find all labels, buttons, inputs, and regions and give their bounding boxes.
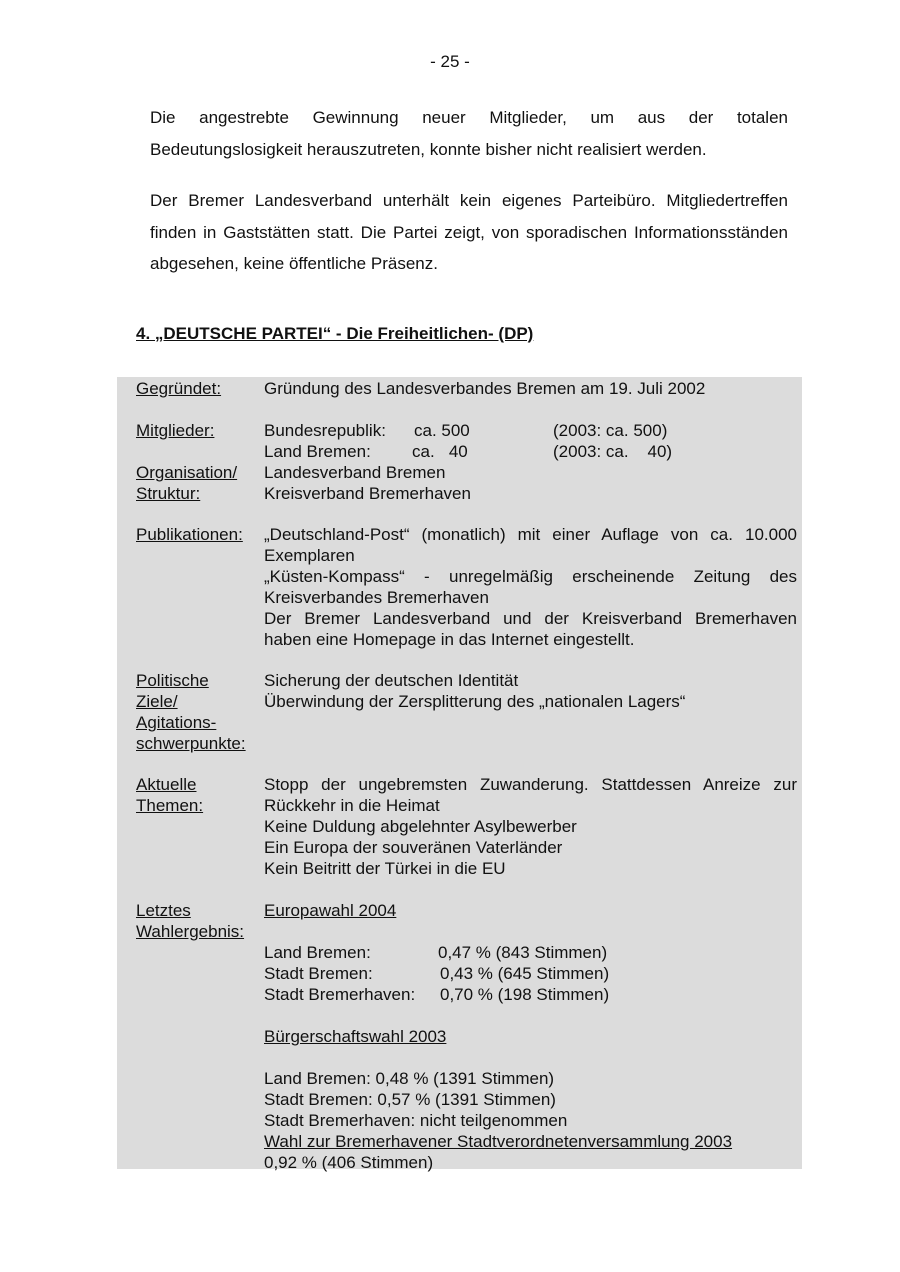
europawahl-row [264,942,797,963]
mitglieder-row [264,441,797,462]
region-result: 0,47 % (843 Stimmen) [438,943,608,962]
buergerschaftswahl-title: Bürgerschaftswahl 2003 [264,1027,447,1046]
publication-item: „Küsten-Kompass“ - unregelmäßig erscheinende Zeitung des Kreisverbandes Bremerhaven [264,567,797,607]
buergerschaft-result: Stadt Bremen: 0,57 % (1391 Stimmen) [264,1090,556,1109]
region-name: Land Bremen: [264,943,371,962]
region-name: Stadt Bremerhaven: [264,985,416,1004]
spacer [264,1005,797,1026]
label-line: Letztes [136,901,191,920]
spacer [264,921,797,942]
mitglieder-prev: (2003: ca. 40) [553,442,673,461]
label-line: Politische [136,671,209,690]
organisation-line: Landesverband Bremen [264,463,446,482]
mitglieder-row [264,420,797,441]
label-line: Organisation/ [136,463,238,482]
europawahl-row [264,984,797,1005]
label-ziele [136,670,258,754]
buergerschaft-result: Land Bremen: 0,48 % (1391 Stimmen) [264,1069,555,1088]
stadtverordneten-result: 0,92 % (406 Stimmen) [264,1153,434,1172]
section-heading: 4. „DEUTSCHE PARTEI“ - Die Freiheitlichen- (DP) [136,324,534,343]
mitglieder-name: Land Bremen: [264,442,371,461]
label-line: Aktuelle [136,775,197,794]
paragraph-office: Der Bremer Landesverband unterhält kein eigenes Parteibüro. Mitgliedertreffen finden in Gaststätten statt. Die Partei zeigt, von sporadischen Informationsständen abgesehen, keine öffentliche Präsenz. [150,191,788,273]
region-result: 0,70 % (198 Stimmen) [440,985,610,1004]
value-publikationen [264,524,797,650]
thema-item: Ein Europa der souveränen Vaterländer [264,838,563,857]
mitglieder-count: ca. 500 [414,421,470,440]
ziel-item: Überwindung der Zersplitterung des „nationalen Lagers“ [264,692,686,711]
value-organisation [264,462,797,504]
mitglieder-count: ca. 40 [412,442,468,461]
label-wahlergebnis [136,900,258,942]
ziel-item: Sicherung der deutschen Identität [264,671,519,690]
publication-item: Der Bremer Landesverband und der Kreisverband Bremerhaven haben eine Homepage in das Internet eingestellt. [264,609,797,649]
mitglieder-name: Bundesrepublik: [264,421,386,440]
label-line: Agitations- [136,713,217,732]
thema-item: Kein Beitritt der Türkei in die EU [264,859,506,878]
thema-item: Keine Duldung abgelehnter Asylbewerber [264,817,577,836]
mitglieder-prev: (2003: ca. 500) [553,421,668,440]
label-gegruendet: Gegründet: [136,379,222,398]
organisation-line: Kreisverband Bremerhaven [264,484,471,503]
label-line: Wahlergebnis: [136,922,245,941]
europawahl-row [264,963,797,984]
label-line: Ziele/ [136,692,178,711]
region-result: 0,43 % (645 Stimmen) [440,964,610,983]
label-line: Struktur: [136,484,201,503]
label-themen [136,774,258,816]
label-line: Themen: [136,796,204,815]
publication-item: „Deutschland-Post“ (monatlich) mit einer Auflage von ca. 10.000 Exemplaren [264,525,797,565]
label-line: schwerpunkte: [136,734,246,753]
value-gegruendet: Gründung des Landesverbandes Bremen am 19. Juli 2002 [264,379,706,398]
stadtverordneten-title: Wahl zur Bremerhavener Stadtverordnetenversammlung 2003 [264,1132,733,1151]
thema-item: Stopp der ungebremsten Zuwanderung. Stattdessen Anreize zur Rückkehr in die Heimat [264,775,797,815]
value-themen [264,774,797,879]
label-mitglieder: Mitglieder: [136,421,215,440]
buergerschaft-result: Stadt Bremerhaven: nicht teilgenommen [264,1111,568,1130]
page-number: - 25 - [430,52,470,71]
region-name: Stadt Bremen: [264,964,373,983]
value-mitglieder [264,420,797,462]
value-wahlergebnis [264,900,797,1173]
label-publikationen: Publikationen: [136,525,243,544]
europawahl-title: Europawahl 2004 [264,901,397,920]
label-organisation [136,462,258,504]
spacer [264,1047,797,1068]
paragraph-membership: Die angestrebte Gewinnung neuer Mitglieder, um aus der totalen Bedeutungslosigkeit herauszutreten, konnte bisher nicht realisiert werden. [150,108,788,159]
value-ziele [264,670,797,712]
